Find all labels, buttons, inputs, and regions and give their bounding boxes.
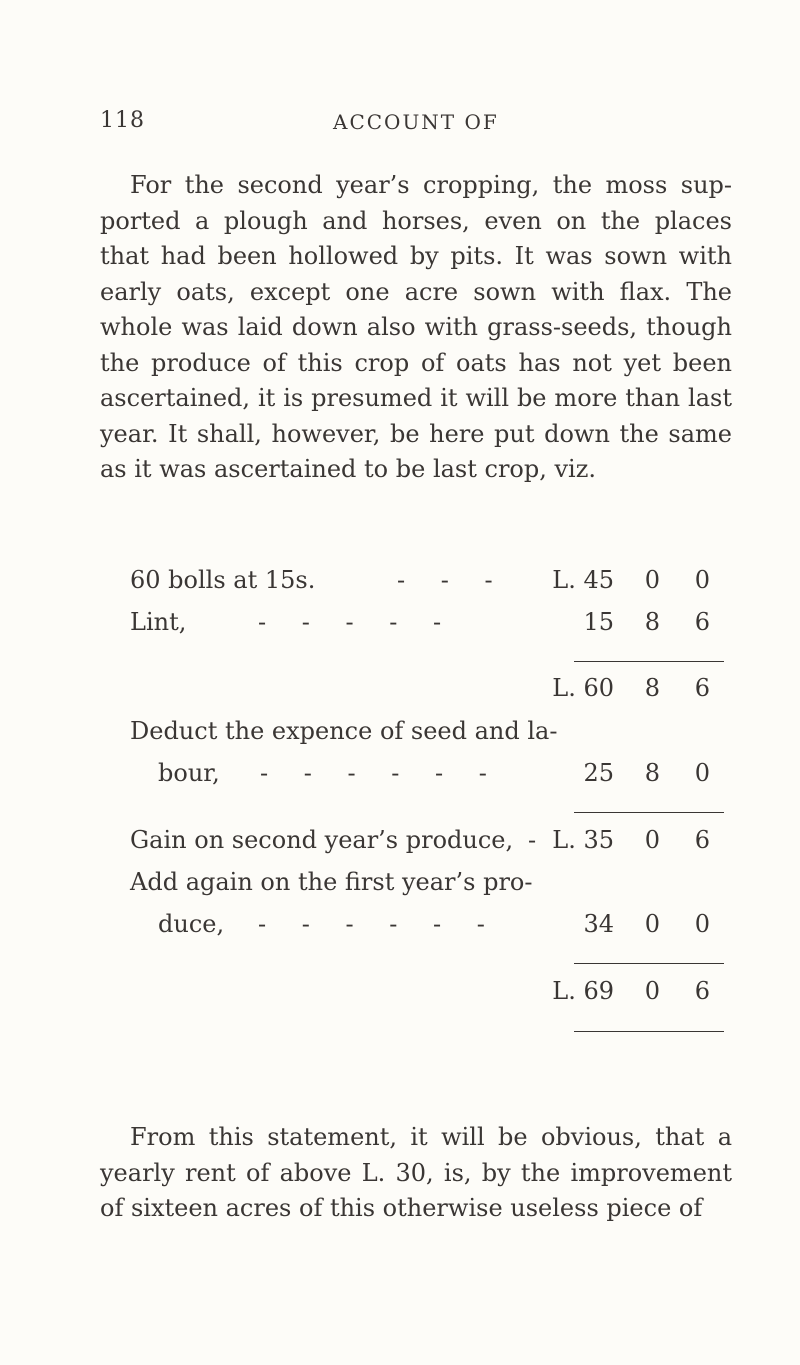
subtotal-pounds: L. 60 <box>552 674 614 702</box>
account-row-label: duce, <box>158 910 225 938</box>
pounds-value: 15 <box>583 608 614 636</box>
pounds-value: 25 <box>583 759 614 787</box>
account-row-label: 60 bolls at 15s. <box>130 566 316 594</box>
account-row-label: Add again on the first year’s pro- <box>130 868 533 896</box>
pence-value: 6 <box>694 608 710 636</box>
paragraph-conclusion: From this statement, it will be obvious, that a yearly rent of above L. 30, is, by the improvement of sixteen acres of this otherwise useless piece of <box>100 1123 732 1222</box>
sum-rule <box>574 963 724 964</box>
leader-dots: - - - - - - <box>258 910 499 938</box>
shillings-value: 8 <box>644 608 660 636</box>
page-number: 118 <box>100 108 145 133</box>
subtotal-shillings: 8 <box>644 674 660 702</box>
running-head: ACCOUNT OF <box>333 110 499 134</box>
account-row-label: bour, <box>158 759 220 787</box>
paragraph-intro: For the second year’s cropping, the moss supported a plough and horses, even on the places that had been hollowed by pits. It was sown with early oats, except one acre sown with flax. The whole was laid down also with grass-seeds, though the produce of this crop of oats has not yet been ascertained, it is presumed it will be more than last year. It shall, however, be here put down the same as it was ascertained to be last crop, viz. <box>100 171 732 483</box>
pence-value: 0 <box>694 910 710 938</box>
leader-dots: - - - - - <box>258 608 456 636</box>
pence-value: 0 <box>694 759 710 787</box>
leader-dots: - <box>528 826 551 854</box>
total-rule <box>574 1031 724 1032</box>
leader-dots: - - - <box>397 566 507 594</box>
sum-rule <box>574 661 724 662</box>
shillings-value: 0 <box>644 826 660 854</box>
total-pence: 6 <box>694 977 710 1005</box>
pounds-value: L. 35 <box>552 826 614 854</box>
total-pounds: L. 69 <box>552 977 614 1005</box>
pounds-value: 34 <box>583 910 614 938</box>
shillings-value: 0 <box>644 566 660 594</box>
account-row-label: Lint, <box>130 608 187 636</box>
total-shillings: 0 <box>644 977 660 1005</box>
subtotal-pence: 6 <box>694 674 710 702</box>
account-row-label: Gain on second year’s produce, <box>130 826 514 854</box>
pence-value: 6 <box>694 826 710 854</box>
account-row-label: Deduct the expence of seed and la- <box>130 717 558 745</box>
shillings-value: 0 <box>644 910 660 938</box>
pence-value: 0 <box>694 566 710 594</box>
pounds-value: L. 45 <box>552 566 614 594</box>
leader-dots: - - - - - - <box>260 759 501 787</box>
shillings-value: 8 <box>644 759 660 787</box>
sum-rule <box>574 812 724 813</box>
